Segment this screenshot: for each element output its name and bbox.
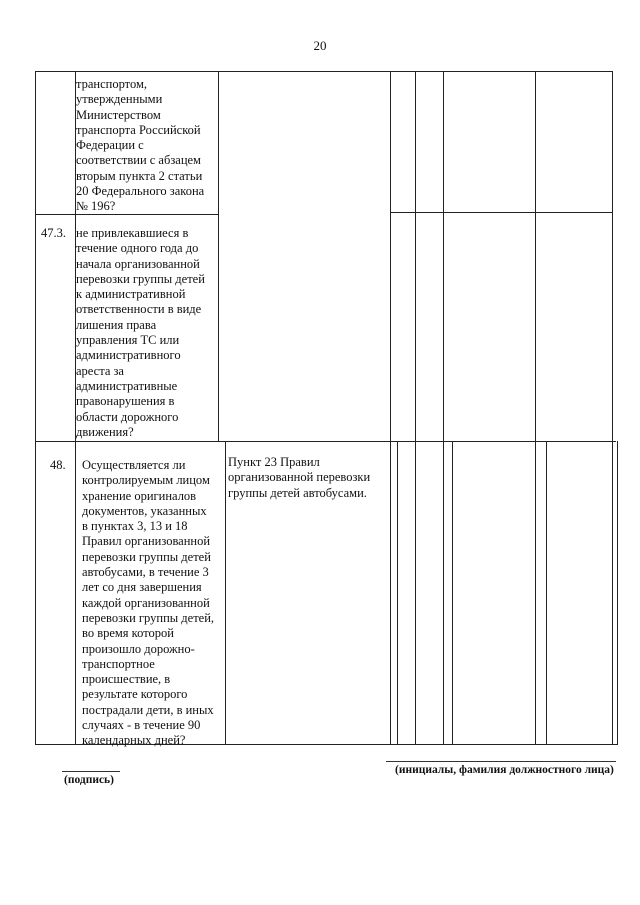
column-divider (225, 441, 226, 744)
column-divider (390, 71, 391, 744)
column-divider (397, 441, 398, 744)
column-divider (443, 71, 444, 744)
column-divider (415, 71, 416, 744)
signature-line (62, 771, 120, 772)
name-caption: (инициалы, фамилия должностного лица) (395, 764, 614, 776)
row-number: 47.3. (41, 226, 66, 240)
table-border-left (35, 71, 36, 744)
table-border-right (617, 441, 618, 744)
page-number: 20 (313, 38, 327, 53)
column-divider (218, 71, 219, 441)
column-divider (546, 441, 547, 744)
row-question: Осуществляется ли контролируемым лицом хранение оригиналов документов, указанных в пунктах 3, 13 и 18 Правил организованной перевозки группы детей автобусами, в течение 3 лет со дня завершения каждой организованной перевозки группы детей, во время которой произошло дорожно- транспортное происшествие, в результате которого пострадали дети, в иных случаях - в течение 90 календарных дней? (82, 458, 215, 748)
table-border-right (612, 71, 613, 744)
signature-caption: (подпись) (64, 774, 114, 786)
row-number: 48. (50, 458, 66, 472)
row-question: не привлекавшиеся в течение одного года до начала организованной перевозки группы детей к административной ответственности в виде лишения права управления ТС или административного ареста за административные правонарушения в области дорожного движения? (76, 226, 205, 439)
row-question: транспортом, утвержденными Министерством транспорта Российской Федерации с соответствии с абзацем вторым пункта 2 статьи 20 Федерального закона № 196? (76, 77, 205, 214)
row-reference: Пункт 23 Правил организованной перевозки группы детей автобусами. (228, 455, 371, 500)
table-border-top (35, 71, 613, 72)
row-divider (35, 441, 616, 442)
column-divider (452, 441, 453, 744)
name-line (386, 761, 616, 762)
row-divider (390, 212, 612, 213)
column-divider (535, 71, 536, 744)
